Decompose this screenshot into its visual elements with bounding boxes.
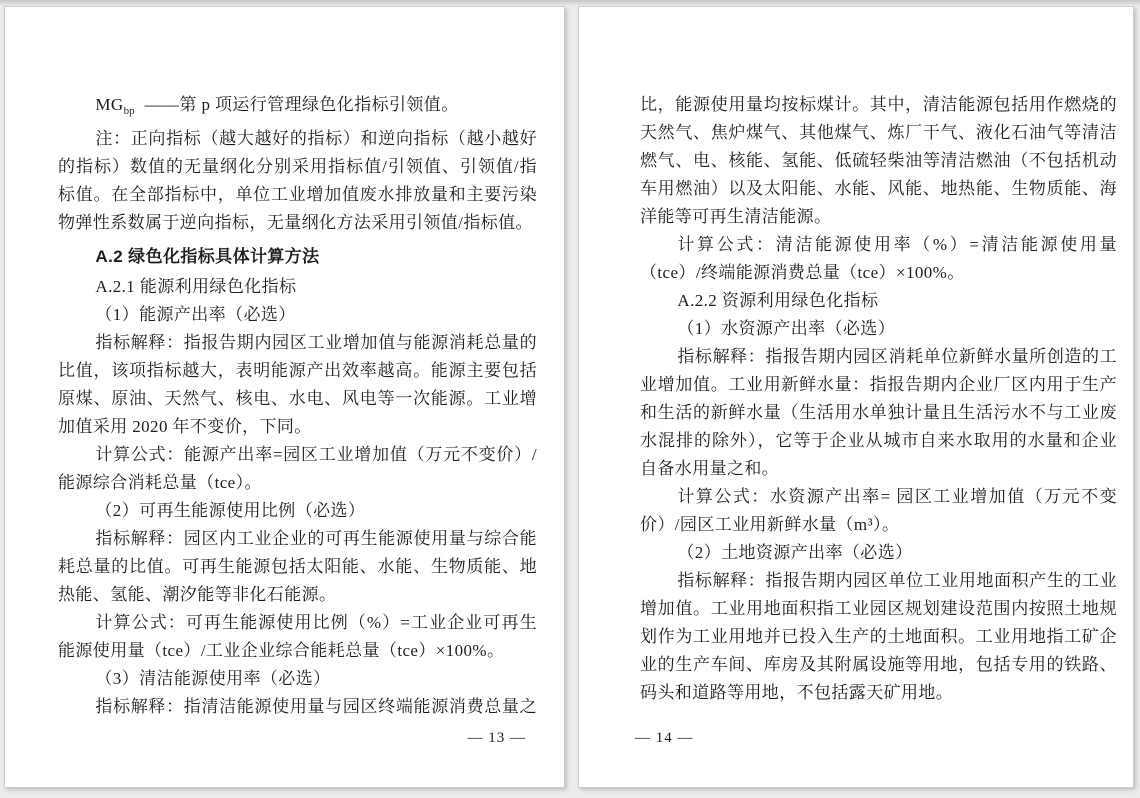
item-heading-renewable-ratio: （2）可再生能源使用比例（必选） <box>95 501 366 521</box>
item-heading-land-output: （2）土地资源产出率（必选） <box>677 543 913 562</box>
item-heading-energy-output: （1）能源产出率（必选） <box>95 305 296 325</box>
formula-energy-output: 计算公式：能源产出率=园区工业增加值（万元不变价）/能源综合消耗总量（tce）。 <box>58 445 537 493</box>
formula-clean-energy: 计算公式：清洁能源使用率（%）=清洁能源使用量（tce）/终端能源消费总量（tce）×100%。 <box>640 235 1117 282</box>
subsection-heading-a21: A.2.1 能源利用绿色化指标 <box>95 277 297 297</box>
subsection-heading-a22: A.2.2 资源利用绿色化指标 <box>677 291 879 310</box>
page-number-13: — 13 — <box>467 730 526 746</box>
term-subscript: bp <box>123 105 135 118</box>
note-paragraph: 注：正向指标（越大越好的指标）和逆向指标（越小越好的指标）数值的无量纲化分别采用指标值/引领值、引领值/指标值。在全部指标中，单位工业增加值废水排放量和主要污染物弹性系数属于逆向指标，无量纲化方法采用引领值/指标值。 <box>58 129 537 233</box>
formula-water-output: 计算公式：水资源产出率= 园区工业增加值（万元不变价）/园区工业用新鲜水量（m³）。 <box>640 487 1117 534</box>
formula-renewable-ratio: 计算公式：可再生能源使用比例（%）=工业企业可再生能源使用量（tce）/工业企业综合能耗总量（tce）×100%。 <box>58 613 537 661</box>
indicator-explanation-clean-energy-continued: 比，能源使用量均按标煤计。其中，清洁能源包括用作燃烧的天然气、焦炉煤气、其他煤气、炼厂干气、液化石油气等清洁燃气、电、核能、氢能、低硫轻柴油等清洁燃油（不包括机动车用燃油）以及太阳能、水能、风能、地热能、生物质能、海洋能等可再生清洁能源。 <box>640 95 1117 226</box>
document-page-13 <box>4 6 565 788</box>
item-heading-water-output: （1）水资源产出率（必选） <box>677 319 896 338</box>
indicator-explanation-renewable-ratio: 指标解释：园区内工业企业的可再生能源使用量与综合能耗总量的比值。可再生能源包括太阳能、水能、生物质能、地热能、氢能、潮汐能等非化石能源。 <box>58 529 537 605</box>
term-description: ——第 p 项运行管理绿色化指标引领值。 <box>144 95 459 114</box>
item-heading-clean-energy: （3）清洁能源使用率（必选） <box>95 669 331 689</box>
page-number-14: — 14 — <box>635 730 694 746</box>
viewer-top-edge <box>0 0 1140 6</box>
indicator-explanation-clean-energy-start: 指标解释：指清洁能源使用量与园区终端能源消费总量之 <box>95 697 537 717</box>
indicator-explanation-water-output: 指标解释：指报告期内园区消耗单位新鲜水量所创造的工业增加值。工业用新鲜水量：指报告期内企业厂区内用于生产和生活的新鲜水量（生活用水单独计量且生活污水不与工业废水混排的除外），它等于企业从城市自来水取用的水量和企业自备水用量之和。 <box>640 347 1117 478</box>
document-page-14 <box>578 6 1134 788</box>
indicator-explanation-land-output: 指标解释：指报告期内园区单位工业用地面积产生的工业增加值。工业用地面积指工业园区规划建设范围内按照土地规划作为工业用地并已投入生产的土地面积。工业用地指工矿企业的生产车间、库房及其附属设施等用地，包括专用的铁路、码头和道路等用地，不包括露天矿用地。 <box>640 571 1117 702</box>
section-heading-a2: A.2 绿色化指标具体计算方法 <box>95 247 320 267</box>
term-symbol: MG <box>95 95 124 114</box>
term-definition-line <box>58 91 537 125</box>
indicator-explanation-energy-output: 指标解释：指报告期内园区工业增加值与能源消耗总量的比值，该项指标越大，表明能源产出效率越高。能源主要包括原煤、原油、天然气、核电、水电、风电等一次能源。工业增加值采用 2020 年不变价，下同。 <box>58 333 537 437</box>
